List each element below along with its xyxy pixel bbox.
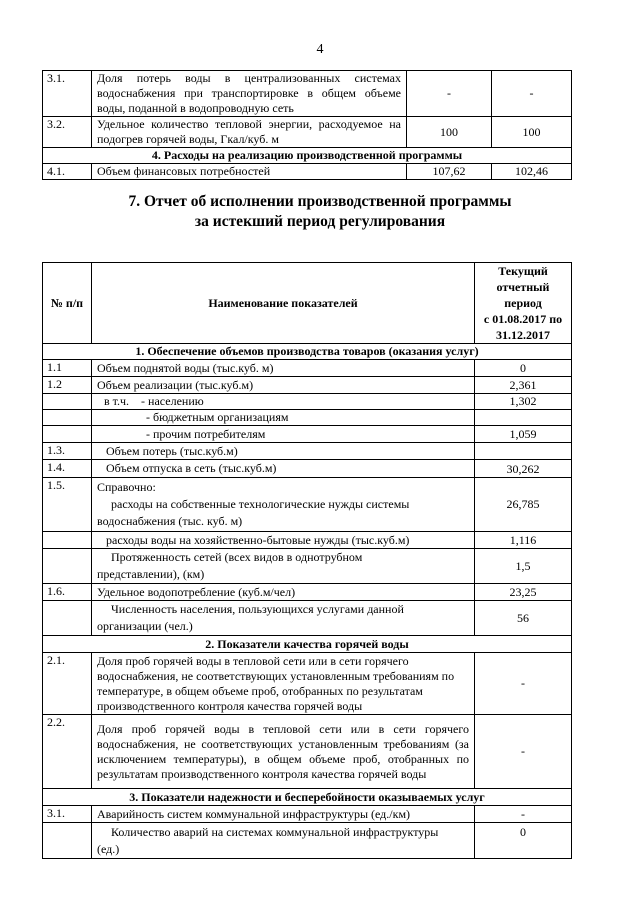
indicator-value: 1,059 bbox=[475, 426, 572, 443]
table-row bbox=[43, 394, 572, 410]
row-number bbox=[43, 532, 92, 549]
indicator-name: - бюджетным организациям bbox=[92, 410, 475, 426]
indicator-line: Численность населения, пользующихся услугами данной bbox=[111, 602, 404, 616]
indicator-value: 100 bbox=[492, 117, 572, 148]
row-number: 3.1. bbox=[43, 71, 92, 117]
table-row bbox=[43, 601, 572, 636]
table-row bbox=[43, 549, 572, 584]
indicator-value: - bbox=[492, 71, 572, 117]
row-number bbox=[43, 823, 92, 859]
report-title bbox=[0, 192, 640, 232]
section-heading: 4. Расходы на реализацию производственной программы bbox=[43, 148, 572, 164]
indicator-name: Удельное количество тепловой энергии, расходуемое на подогрев горячей воды, Гкал/куб. м bbox=[92, 117, 407, 148]
indicator-name: Объем потерь (тыс.куб.м) bbox=[92, 443, 475, 460]
row-number: 1.1 bbox=[43, 360, 92, 377]
indicator-value: - bbox=[475, 806, 572, 823]
indicator-value: 1,116 bbox=[475, 532, 572, 549]
section-heading: 1. Обеспечение объемов производства товаров (оказания услуг) bbox=[43, 344, 572, 360]
indicator-value: - bbox=[475, 653, 572, 715]
table-row bbox=[43, 71, 572, 117]
production-program-report-table bbox=[42, 262, 572, 859]
section-row bbox=[43, 344, 572, 360]
indicator-name: Аварийность систем коммунальной инфраструктуры (ед./км) bbox=[92, 806, 475, 823]
row-number bbox=[43, 549, 92, 584]
continued-indicators-table bbox=[42, 70, 572, 180]
section-row bbox=[43, 148, 572, 164]
row-number: 4.1. bbox=[43, 164, 92, 180]
col-header-period bbox=[475, 263, 572, 344]
row-number bbox=[43, 394, 92, 410]
table-row bbox=[43, 164, 572, 180]
indicator-value: 26,785 bbox=[475, 478, 572, 532]
indicator-value: 1,302 bbox=[475, 394, 572, 410]
row-number: 1.5. bbox=[43, 478, 92, 532]
indicator-name: Удельное водопотребление (куб.м/чел) bbox=[92, 584, 475, 601]
report-title-line: 7. Отчет об исполнении производственной программы bbox=[128, 193, 512, 210]
indicator-name: расходы воды на хозяйственно-бытовые нужды (тыс.куб.м) bbox=[92, 532, 475, 549]
indicator-name bbox=[92, 823, 475, 859]
indicator-name bbox=[92, 601, 475, 636]
subitem-label: - населению bbox=[141, 394, 204, 408]
page-number: 4 bbox=[316, 42, 324, 57]
indicator-name: Доля проб горячей воды в тепловой сети или в сети горячего водоснабжения, не соответствующих установленным требованиям по температуре, в общем объеме проб, отобранных по результатам производственного контроля качества горячей воды bbox=[92, 653, 475, 715]
indicator-value: 100 bbox=[407, 117, 492, 148]
reference-label: Справочно: bbox=[97, 480, 156, 494]
indicator-line: расходы на собственные технологические нужды системы bbox=[111, 497, 410, 511]
indicator-line: (ед.) bbox=[97, 841, 120, 856]
section-row bbox=[43, 789, 572, 806]
indicator-line: организации (чел.) bbox=[97, 619, 193, 633]
section-row bbox=[43, 636, 572, 653]
indicator-name: Объем поднятой воды (тыс.куб. м) bbox=[92, 360, 475, 377]
indicator-name: Доля потерь воды в централизованных системах водоснабжения при транспортировке в общем объеме воды, поданной в водопроводную сеть bbox=[92, 71, 407, 117]
table-row bbox=[43, 443, 572, 460]
indicator-name: Объем реализации (тыс.куб.м) bbox=[92, 377, 475, 394]
section-heading: 3. Показатели надежности и бесперебойности оказываемых услуг bbox=[43, 789, 572, 806]
indicator-value: 2,361 bbox=[475, 377, 572, 394]
indicator-line: Протяженность сетей (всех видов в однотрубном bbox=[111, 550, 363, 564]
subitem-prefix: в т.ч. bbox=[104, 394, 130, 408]
row-number: 1.2 bbox=[43, 377, 92, 394]
table-row bbox=[43, 823, 572, 859]
table-row bbox=[43, 460, 572, 478]
report-title-line: за истекший период регулирования bbox=[194, 213, 446, 230]
indicator-value: 102,46 bbox=[492, 164, 572, 180]
table-row bbox=[43, 584, 572, 601]
indicator-name bbox=[92, 549, 475, 584]
col-header-number: № п/п bbox=[43, 263, 92, 344]
table-row bbox=[43, 360, 572, 377]
indicator-value: - bbox=[475, 715, 572, 789]
table-row bbox=[43, 410, 572, 426]
table-row bbox=[43, 653, 572, 715]
indicator-name: Объем финансовых потребностей bbox=[92, 164, 407, 180]
header-row bbox=[43, 263, 572, 344]
indicator-line: Количество аварий на системах коммунальной инфраструктуры bbox=[111, 824, 439, 839]
indicator-value: 23,25 bbox=[475, 584, 572, 601]
indicator-value: 1,5 bbox=[475, 549, 572, 584]
indicator-value bbox=[475, 410, 572, 426]
table-row bbox=[43, 532, 572, 549]
indicator-value: - bbox=[407, 71, 492, 117]
row-number: 1.4. bbox=[43, 460, 92, 478]
table-row bbox=[43, 426, 572, 443]
row-number: 3.1. bbox=[43, 806, 92, 823]
indicator-value: 56 bbox=[475, 601, 572, 636]
indicator-value bbox=[475, 443, 572, 460]
row-number: 2.2. bbox=[43, 715, 92, 789]
row-number: 1.6. bbox=[43, 584, 92, 601]
header-line: 31.12.2017 bbox=[496, 328, 550, 342]
row-number bbox=[43, 426, 92, 443]
row-number: 2.1. bbox=[43, 653, 92, 715]
indicator-value: 0 bbox=[475, 823, 572, 859]
section-heading: 2. Показатели качества горячей воды bbox=[43, 636, 572, 653]
header-line: отчетный период bbox=[496, 280, 550, 310]
indicator-name: Доля проб горячей воды в тепловой сети или в сети горячего водоснабжения, не соответствующих установленным требованиям (за исключением температуры), в общем объеме проб, отобранных по результатам производственного контроля качества горячей воды bbox=[92, 715, 475, 789]
indicator-name: - прочим потребителям bbox=[92, 426, 475, 443]
indicator-line: представлении), (км) bbox=[97, 567, 205, 581]
table-row bbox=[43, 478, 572, 532]
row-number: 3.2. bbox=[43, 117, 92, 148]
indicator-line: водоснабжения (тыс. куб. м) bbox=[97, 514, 243, 528]
indicator-name: Объем отпуска в сеть (тыс.куб.м) bbox=[92, 460, 475, 478]
table-row bbox=[43, 377, 572, 394]
row-number bbox=[43, 601, 92, 636]
col-header-name: Наименование показателей bbox=[92, 263, 475, 344]
indicator-name bbox=[92, 394, 475, 410]
indicator-name bbox=[92, 478, 475, 532]
row-number: 1.3. bbox=[43, 443, 92, 460]
indicator-value: 0 bbox=[475, 360, 572, 377]
indicator-value: 30,262 bbox=[475, 460, 572, 478]
row-number bbox=[43, 410, 92, 426]
table-row bbox=[43, 117, 572, 148]
table-row bbox=[43, 806, 572, 823]
header-line: Текущий bbox=[498, 264, 548, 278]
header-line: с 01.08.2017 по bbox=[483, 312, 563, 326]
indicator-value: 107,62 bbox=[407, 164, 492, 180]
table-row bbox=[43, 715, 572, 789]
